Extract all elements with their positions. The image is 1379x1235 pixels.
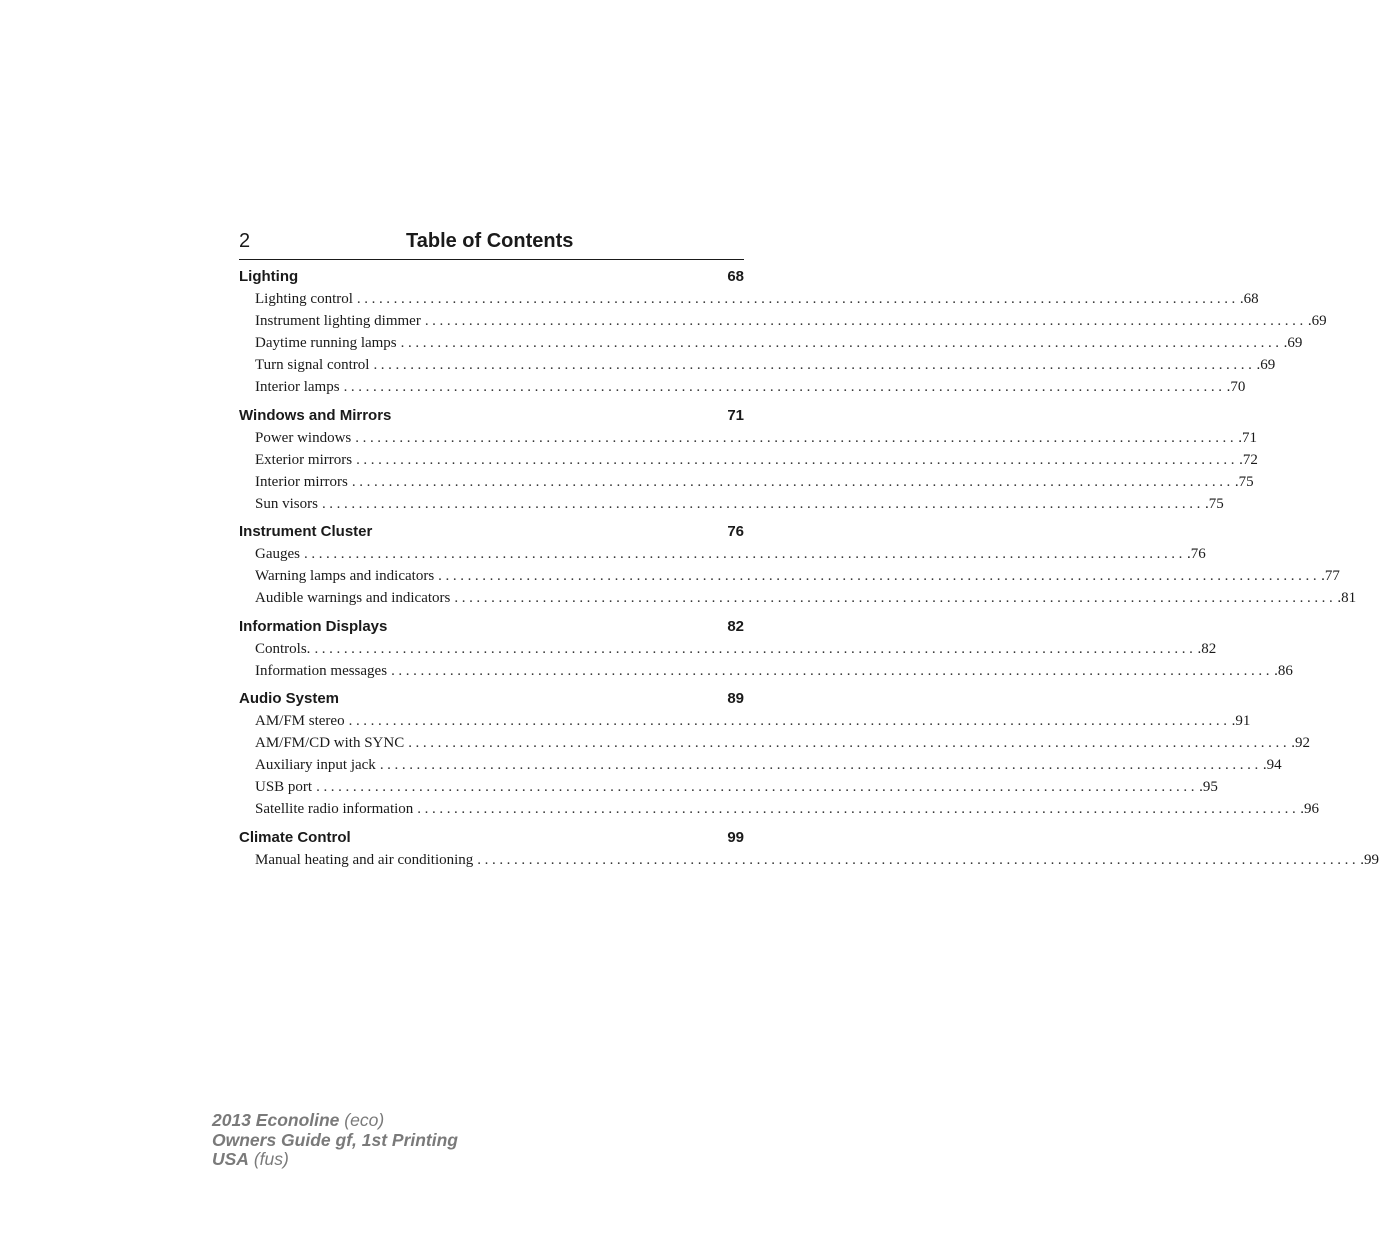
section-page: 99 xyxy=(727,828,744,846)
footer-line-guide xyxy=(212,1131,458,1151)
footer-market-code: (fus) xyxy=(253,1149,289,1169)
dot-leader: ........................................................................................................................ xyxy=(417,801,1300,817)
entry-page: .72 xyxy=(1239,451,1258,468)
entry-page: .70 xyxy=(1226,379,1246,395)
toc-section xyxy=(239,688,1320,820)
entry-label: Auxiliary input jack xyxy=(255,757,376,773)
toc-entry[interactable] xyxy=(239,660,1293,682)
entry-page: .71 xyxy=(1238,429,1257,446)
dot-leader: ........................................................................................................................ xyxy=(348,713,1231,729)
dot-leader: ........................................................................................................................ xyxy=(356,291,1239,307)
toc-section-heading[interactable] xyxy=(239,266,744,288)
toc-section-heading[interactable] xyxy=(239,688,744,710)
dot-leader: ........................................................................................................................ xyxy=(477,851,1360,868)
entry-page: .69 xyxy=(1283,335,1303,351)
toc-entry[interactable] xyxy=(239,471,1254,493)
toc-section-heading[interactable] xyxy=(239,616,744,638)
entry-page: .77 xyxy=(1321,568,1340,584)
section-page: 68 xyxy=(727,268,744,285)
dot-leader: ........................................................................................................................ xyxy=(304,546,1186,562)
entry-page: .92 xyxy=(1291,735,1310,751)
dot-leader: ........................................................................................................................ xyxy=(351,473,1234,490)
entry-page: .86 xyxy=(1274,662,1293,679)
toc-entry[interactable] xyxy=(239,449,1258,471)
entry-label: USB port xyxy=(255,779,313,795)
dot-leader: ........................................................................................................................ xyxy=(321,495,1204,512)
dot-leader: ........................................................................................................................ xyxy=(438,568,1321,584)
entry-label: AM/FM/CD with SYNC xyxy=(255,735,405,751)
dot-leader: ........................................................................................................................ xyxy=(408,735,1291,751)
toc-entry[interactable] xyxy=(239,638,1217,660)
entry-label: Daytime running lamps xyxy=(255,335,397,351)
dot-leader: ........................................................................................................................ xyxy=(314,640,1197,657)
dot-leader: ........................................................................................................................ xyxy=(373,357,1256,373)
dot-leader: ........................................................................................................................ xyxy=(316,779,1199,795)
dot-leader: ........................................................................................................................ xyxy=(343,379,1226,395)
entry-page: .96 xyxy=(1300,801,1320,817)
toc-section xyxy=(239,827,1379,871)
section-title: Audio System xyxy=(239,690,340,707)
toc-entry[interactable] xyxy=(239,565,1340,587)
toc-section-heading[interactable] xyxy=(239,827,744,849)
entry-label: Lighting control xyxy=(255,291,353,307)
entry-label: Interior mirrors xyxy=(255,473,348,490)
entry-page: .81 xyxy=(1337,590,1357,606)
section-title: Lighting xyxy=(239,268,299,285)
footer-model: 2013 Econoline xyxy=(212,1110,340,1130)
section-title: Instrument Cluster xyxy=(239,523,373,540)
section-page: 76 xyxy=(727,523,744,540)
toc-entry[interactable] xyxy=(239,376,1246,398)
entry-page: .95 xyxy=(1199,779,1218,795)
toc-section xyxy=(239,266,1327,398)
dot-leader: ........................................................................................................................ xyxy=(355,429,1238,446)
entry-page: .69 xyxy=(1307,313,1327,329)
dot-leader: ........................................................................................................................ xyxy=(356,451,1239,468)
section-title: Windows and Mirrors xyxy=(239,406,392,424)
entry-page: .94 xyxy=(1262,757,1282,773)
entry-label: Sun visors xyxy=(255,495,318,512)
entry-label: Interior lamps xyxy=(255,379,340,395)
table-of-contents xyxy=(239,266,1379,877)
page-title: Table of Contents xyxy=(406,230,574,252)
entry-page: .82 xyxy=(1197,640,1217,657)
footer-market: USA xyxy=(212,1149,249,1169)
page-header xyxy=(239,228,744,260)
toc-entry[interactable] xyxy=(239,754,1282,776)
toc-entry[interactable] xyxy=(239,732,1310,754)
entry-label: Turn signal control xyxy=(255,357,370,373)
toc-entry[interactable] xyxy=(239,587,1357,609)
entry-page: .75 xyxy=(1234,473,1254,490)
toc-entry[interactable] xyxy=(239,798,1320,820)
entry-label: Gauges xyxy=(255,546,300,562)
entry-page: .91 xyxy=(1231,713,1251,729)
page-number: 2 xyxy=(239,230,251,252)
toc-entry[interactable] xyxy=(239,332,1303,354)
toc-section-heading[interactable] xyxy=(239,521,744,543)
toc-section-heading[interactable] xyxy=(239,405,744,427)
entry-label: Instrument lighting dimmer xyxy=(255,313,421,329)
section-page: 89 xyxy=(727,690,744,707)
entry-label: Information messages xyxy=(255,662,388,679)
footer-model-code: (eco) xyxy=(344,1110,385,1130)
toc-section xyxy=(239,521,1357,609)
toc-section xyxy=(239,405,1258,515)
entry-label: Power windows xyxy=(255,429,352,446)
footer-line-market xyxy=(212,1150,458,1170)
section-title: Information Displays xyxy=(239,617,388,635)
toc-entry[interactable] xyxy=(239,849,1379,871)
entry-label: Warning lamps and indicators xyxy=(255,568,435,584)
dot-leader: ........................................................................................................................ xyxy=(391,662,1274,679)
document-footer xyxy=(212,1111,458,1170)
entry-page: .99 xyxy=(1360,851,1379,868)
toc-entry[interactable] xyxy=(239,543,1206,565)
entry-label: Exterior mirrors xyxy=(255,451,353,468)
footer-line-model xyxy=(212,1111,458,1131)
toc-entry[interactable] xyxy=(239,310,1327,332)
section-page: 71 xyxy=(727,406,744,424)
toc-entry[interactable] xyxy=(239,288,1259,310)
dot-leader: ........................................................................................................................ xyxy=(379,757,1262,773)
entry-label: Controls. xyxy=(255,640,311,657)
toc-entry[interactable] xyxy=(239,427,1257,449)
toc-entry[interactable] xyxy=(239,493,1224,515)
entry-label: AM/FM stereo xyxy=(255,713,345,729)
entry-label: Audible warnings and indicators xyxy=(255,590,451,606)
entry-label: Satellite radio information xyxy=(255,801,414,817)
toc-entry[interactable] xyxy=(239,710,1251,732)
section-title: Climate Control xyxy=(239,828,351,846)
toc-entry[interactable] xyxy=(239,776,1218,798)
entry-page: .68 xyxy=(1239,291,1259,307)
entry-label: Manual heating and air conditioning xyxy=(255,851,474,868)
entry-page: .69 xyxy=(1256,357,1276,373)
entry-page: .75 xyxy=(1204,495,1224,512)
footer-guide: Owners Guide gf, 1st Printing xyxy=(212,1129,458,1150)
dot-leader: ........................................................................................................................ xyxy=(400,335,1283,351)
entry-page: .76 xyxy=(1187,546,1206,562)
toc-entry[interactable] xyxy=(239,354,1276,376)
toc-section xyxy=(239,616,1293,682)
dot-leader: ........................................................................................................................ xyxy=(454,590,1337,606)
dot-leader: ........................................................................................................................ xyxy=(424,313,1307,329)
section-page: 82 xyxy=(727,617,744,635)
